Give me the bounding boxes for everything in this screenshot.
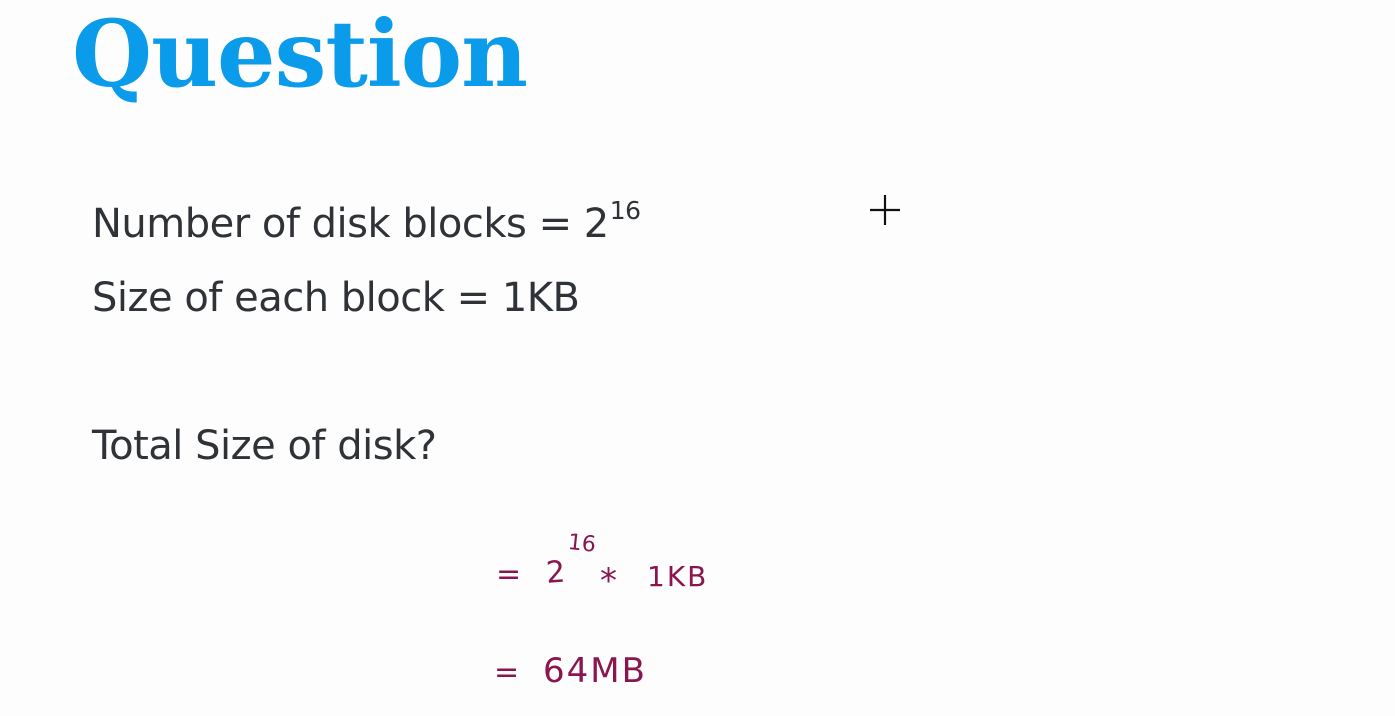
hw-line1-base: 2 <box>544 554 567 591</box>
total-size-question: Total Size of disk? <box>92 423 437 469</box>
hw-line1-operator: * <box>600 561 617 601</box>
disk-blocks-text: Number of disk blocks = 2 <box>92 201 609 247</box>
crosshair-cursor-icon <box>868 193 902 227</box>
hw-line1-exponent: 16 <box>566 530 598 558</box>
handwritten-annotation <box>480 512 740 702</box>
hw-line2-prefix: = <box>494 655 520 690</box>
disk-blocks-line <box>92 196 641 248</box>
block-size-line: Size of each block = 1KB <box>92 275 580 321</box>
hw-line1-prefix: = <box>496 557 522 592</box>
slide-title: Question <box>72 0 528 108</box>
hw-line1-operand: 1KB <box>647 560 709 593</box>
disk-blocks-exponent: 16 <box>609 196 641 225</box>
hw-line2-result: 64MB <box>543 651 647 691</box>
